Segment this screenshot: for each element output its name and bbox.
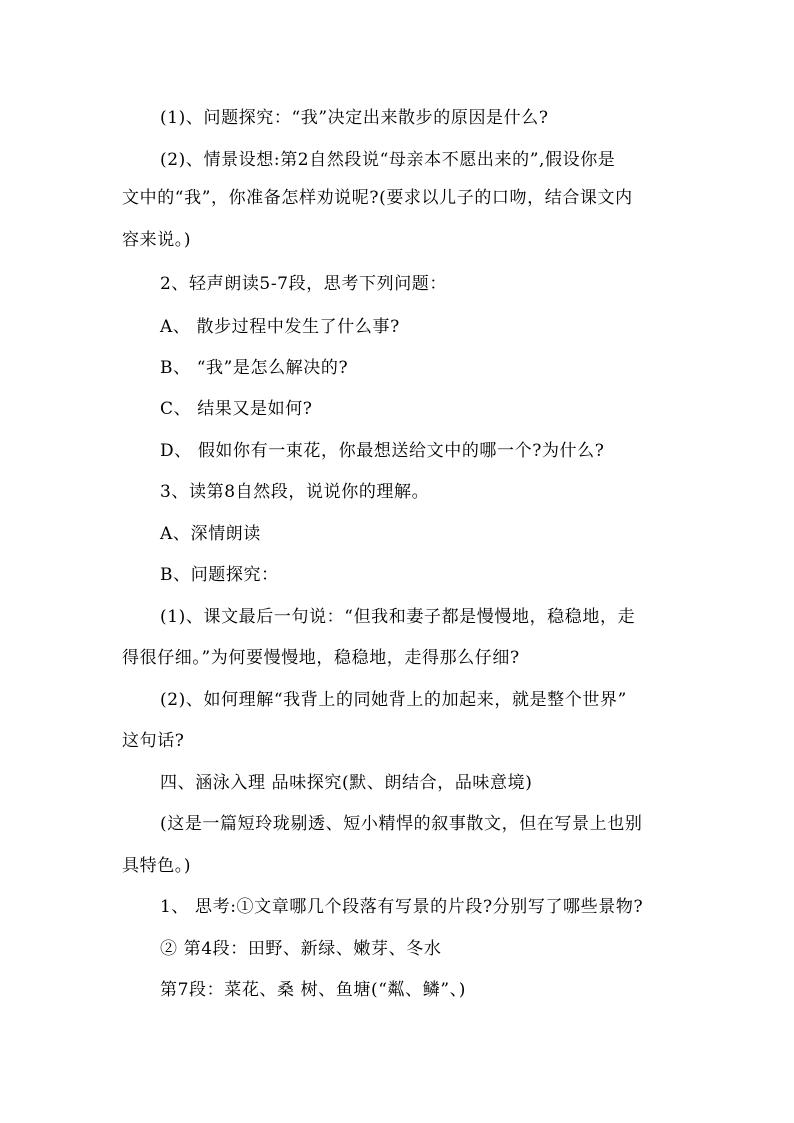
text-line: 这句话? (122, 731, 185, 751)
text-line: 四、涵泳入理 品味探究(默、朗结合，品味意境) (160, 773, 533, 793)
text-line: D、 假如你有一束花，你最想送给文中的哪一个?为什么? (160, 441, 605, 461)
text-line: 3、读第8自然段，说说你的理解。 (160, 482, 430, 502)
text-line: 第7段：菜花、桑 树、鱼塘(“粼、鳞”、) (160, 980, 466, 1000)
text-line: 容来说。) (122, 230, 192, 250)
text-line: 2、轻声朗读5-7段，思考下列问题： (160, 274, 447, 294)
text-line: ② 第4段：田野、新绿、嫩芽、冬水 (160, 939, 442, 959)
text-line: B、 “我”是怎么解决的? (160, 358, 349, 378)
text-line: (2)、如何理解“我背上的同她背上的加起来，就是整个世界” (160, 690, 627, 710)
text-line: 1、 思考:①文章哪几个段落有写景的片段?分别写了哪些景物? (160, 897, 644, 917)
text-line: (1)、课文最后一句说：“但我和妻子都是慢慢地，稳稳地，走 (160, 607, 636, 627)
text-line: (1)、问题探究：“我”决定出来散步的原因是什么? (160, 108, 549, 128)
text-line: 文中的“我”，你准备怎样劝说呢?(要求以儿子的口吻，结合课文内 (122, 188, 633, 208)
text-line: C、 结果又是如何? (160, 399, 313, 419)
text-line: (2)、情景设想:第2自然段说“母亲本不愿出来的”,假设你是 (160, 150, 616, 170)
text-line: 具特色。) (122, 856, 192, 876)
text-line: 得很仔细。”为何要慢慢地，稳稳地，走得那么仔细? (122, 648, 520, 668)
text-line: A、深情朗读 (160, 524, 261, 544)
text-line: (这是一篇短玲珑剔透、短小精悍的叙事散文，但在写景上也别 (160, 814, 643, 834)
text-line: A、 散步过程中发生了什么事? (160, 317, 400, 337)
text-line: B、问题探究： (160, 565, 279, 585)
